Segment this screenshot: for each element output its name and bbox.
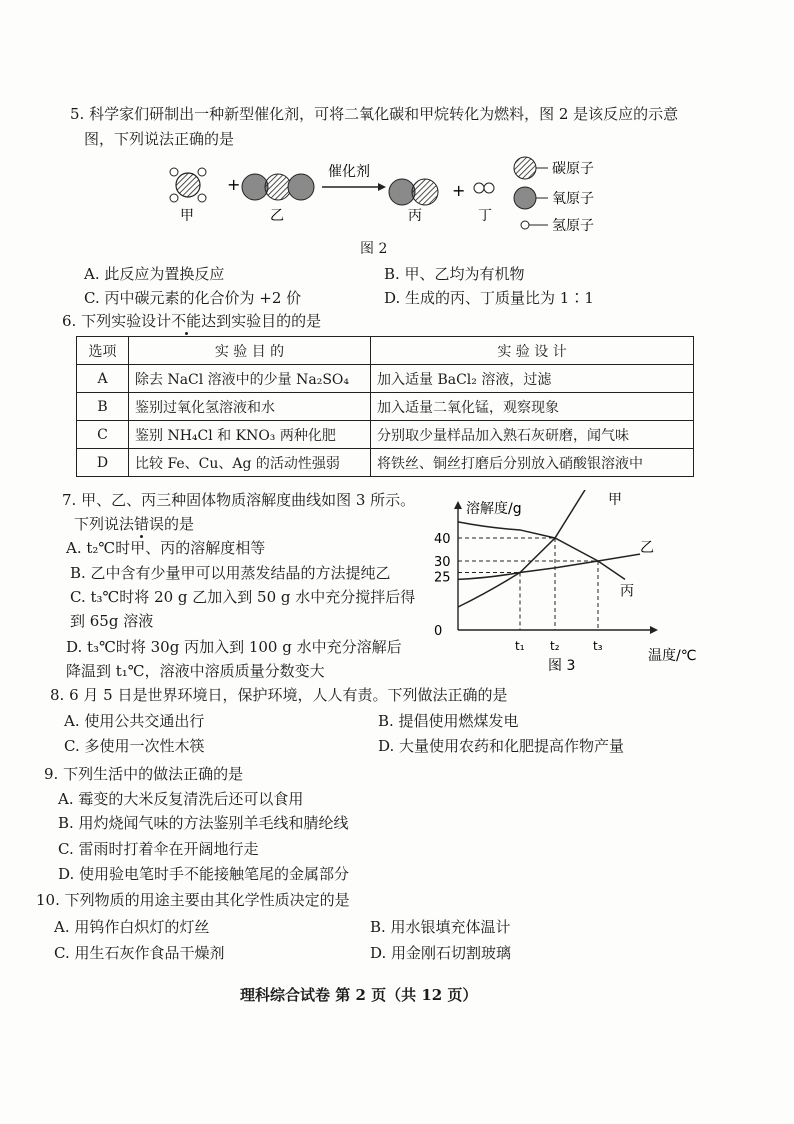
q7-option-d-line1: D. t₃℃时将 30g 丙加入到 100 g 水中充分溶解后	[66, 638, 402, 656]
x-tick-label: t₃	[593, 639, 603, 653]
q5-option-c: C. 丙中碳元素的化合价为 +2 价	[84, 289, 302, 307]
experiment-table	[76, 336, 694, 477]
y-axis-label: 溶解度/g	[466, 501, 522, 517]
q9-option-d: D. 使用验电笔时手不能接触笔尾的金属部分	[58, 865, 350, 883]
table-cell: 鉴别过氧化氢溶液和水	[129, 393, 371, 421]
table-row	[77, 393, 694, 421]
reaction-diagram	[160, 150, 640, 242]
label-jia: 甲	[180, 208, 194, 224]
q7-option-a: A. t₂℃时甲、丙的溶解度相等	[66, 539, 266, 557]
q7-substem-emphasis: 错	[134, 515, 150, 533]
table-row	[77, 449, 694, 477]
q7-option-c-line2: 到 65g 溶液	[70, 612, 154, 630]
table-cell: B	[77, 393, 129, 421]
q6-stem-emphasis: 不能	[171, 312, 202, 330]
label-bing: 丙	[408, 208, 422, 224]
q10-option-b: B. 用水银填充体温计	[370, 918, 511, 936]
q7-substem	[74, 513, 194, 534]
q7-option-d-line2: 降温到 t₁℃，溶液中溶质质量分数变大	[66, 662, 325, 680]
x-axis-label: 温度/℃	[648, 648, 697, 664]
x-tick-label: t₁	[515, 639, 525, 653]
q8-option-d: D. 大量使用农药和化肥提高作物产量	[378, 737, 625, 755]
table-cell: 除去 NaCl 溶液中的少量 Na₂SO₄	[129, 365, 371, 393]
figure-3-caption: 图 3	[548, 658, 576, 674]
curve-label-yi: 乙	[640, 540, 654, 557]
q6-stem-pre: 6. 下列实验设计	[62, 312, 172, 330]
q10-stem: 10. 下列物质的用途主要由其化学性质决定的是	[36, 891, 350, 909]
plus-2: +	[452, 181, 466, 200]
table-cell: A	[77, 365, 129, 393]
table-row	[77, 365, 694, 393]
curve-label-jia: 甲	[608, 492, 622, 508]
table-cell: D	[77, 449, 129, 477]
q7-option-b: B. 乙中含有少量甲可以用蒸发结晶的方法提纯乙	[70, 564, 391, 582]
q7-substem-post: 误的是	[149, 515, 195, 533]
q5-stem-line2: 图，下列说法正确的是	[84, 130, 235, 148]
table-cell: 将铁丝、铜丝打磨后分别放入硝酸银溶液中	[371, 449, 694, 477]
table-header-row	[77, 337, 694, 365]
q5-option-d: D. 生成的丙、丁质量比为 1∶1	[384, 289, 594, 307]
q6-stem	[62, 310, 321, 331]
y-axis-arrow	[454, 501, 462, 509]
molecule-ding	[474, 183, 494, 193]
table-cell: 鉴别 NH₄Cl 和 KNO₃ 两种化肥	[129, 421, 371, 449]
table-cell: C	[77, 421, 129, 449]
curve-label-bing: 丙	[620, 583, 634, 600]
legend-hydrogen: 氢原子	[552, 218, 594, 234]
catalyst-label: 催化剂	[328, 164, 370, 180]
q6-stem-post: 达到实验目的的是	[201, 312, 322, 330]
q5-option-a: A. 此反应为置换反应	[84, 265, 225, 283]
q9-option-c: C. 雷雨时打着伞在开阔地行走	[58, 840, 259, 858]
molecule-jia	[170, 168, 206, 202]
q7-option-c-line1: C. t₃℃时将 20 g 乙加入到 50 g 水中充分搅拌后得	[70, 588, 416, 606]
page-footer: 理科综合试卷 第 2 页（共 12 页）	[240, 986, 478, 1004]
table-row	[77, 421, 694, 449]
q10-option-d: D. 用金刚石切割玻璃	[370, 944, 512, 962]
table-cell: 加入适量 BaCl₂ 溶液，过滤	[371, 365, 694, 393]
molecule-bing	[389, 179, 438, 205]
x-axis-arrow	[650, 626, 658, 634]
y-tick-label: 25	[434, 570, 451, 586]
q8-stem: 8. 6 月 5 日是世界环境日，保护环境，人人有责。下列做法正确的是	[50, 686, 508, 704]
table-cell: 分别取少量样品加入熟石灰研磨，闻气味	[371, 421, 694, 449]
y-tick-label: 30	[434, 555, 451, 570]
table-header: 实 验 目 的	[129, 337, 371, 365]
y-tick-label: 40	[434, 532, 451, 547]
q7-stem: 7. 甲、乙、丙三种固体物质溶解度曲线如图 3 所示。	[62, 491, 416, 509]
figure-2-caption: 图 2	[360, 241, 388, 257]
table-header: 实 验 设 计	[371, 337, 694, 365]
q8-option-c: C. 多使用一次性木筷	[64, 737, 205, 755]
q5-stem-line1: 5. 科学家们研制出一种新型催化剂，可将二氧化碳和甲烷转化为燃料，图 2 是该反应的示意	[70, 105, 679, 123]
q10-option-c: C. 用生石灰作食品干燥剂	[54, 944, 225, 962]
legend-carbon: 碳原子	[552, 161, 594, 177]
molecule-yi	[242, 174, 314, 200]
legend-oxygen: 氧原子	[552, 191, 594, 207]
table-cell: 加入适量二氧化锰，观察现象	[371, 393, 694, 421]
q10-option-a: A. 用钨作白炽灯的灯丝	[54, 918, 210, 936]
y-tick-label: 0	[434, 624, 443, 639]
q7-substem-pre: 下列说法	[74, 515, 135, 533]
solubility-chart	[420, 490, 710, 680]
atom-legend	[514, 157, 594, 234]
x-tick-label: t₂	[550, 639, 560, 653]
table-header: 选项	[77, 337, 129, 365]
q9-option-b: B. 用灼烧闻气味的方法鉴别羊毛线和腈纶线	[58, 814, 349, 832]
q9-stem: 9. 下列生活中的做法正确的是	[44, 765, 244, 783]
q5-option-b: B. 甲、乙均为有机物	[384, 265, 525, 283]
q8-option-a: A. 使用公共交通出行	[64, 712, 205, 730]
table-cell: 比较 Fe、Cu、Ag 的活动性强弱	[129, 449, 371, 477]
curve-yi	[458, 554, 640, 579]
label-yi: 乙	[270, 208, 284, 224]
plus-1: +	[227, 175, 241, 194]
label-ding: 丁	[478, 208, 492, 224]
q9-option-a: A. 霉变的大米反复清洗后还可以食用	[58, 790, 304, 808]
q8-option-b: B. 提倡使用燃煤发电	[378, 712, 519, 730]
